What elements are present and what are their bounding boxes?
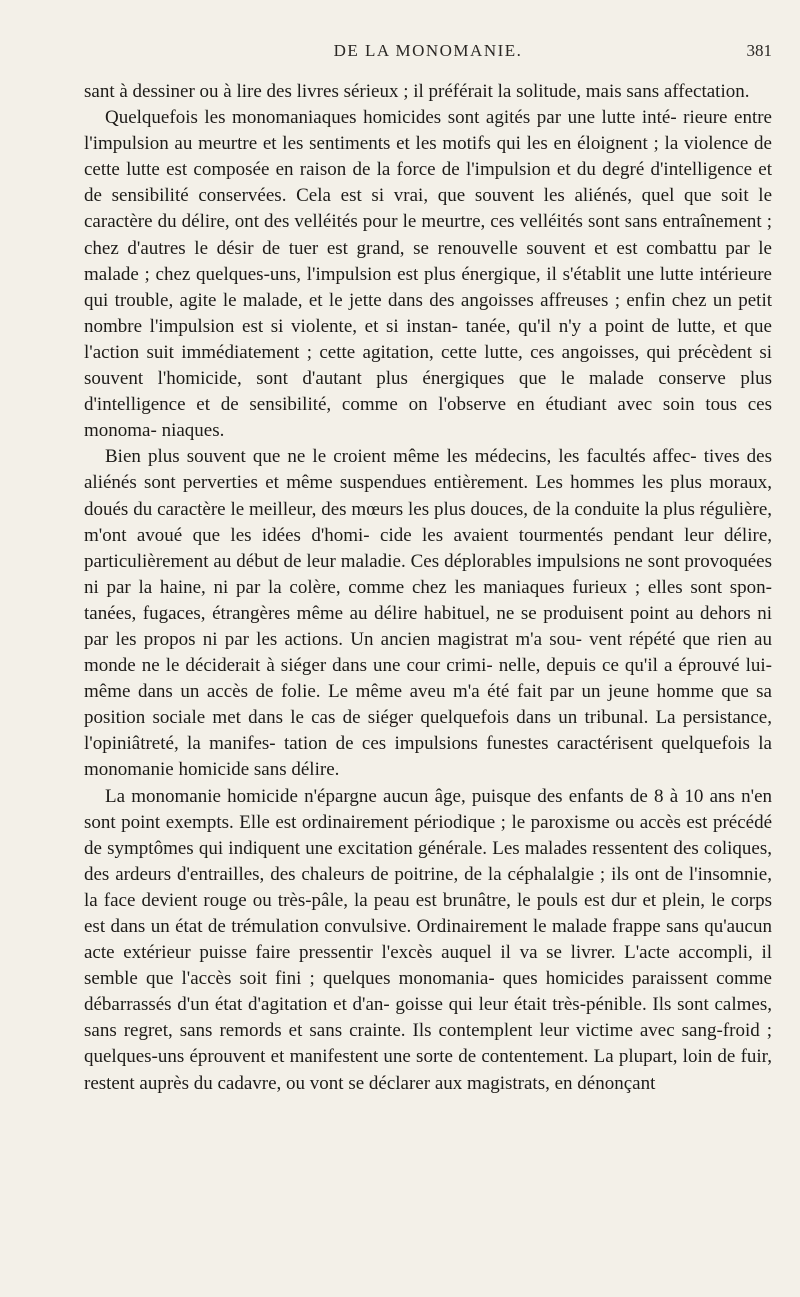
paragraph: La monomanie homicide n'épargne aucun âge, puisque des enfants de 8 à 10 ans n'en sont point exempts. Elle est ordinairement périodique ; le paroxisme ou accès est précédé de symptômes qui indiquent une excitation générale. Les malades ressentent des coliques, des ardeurs d'entrailles, des chaleurs de poitrine, de la céphalalgie ; ils ont de l'insomnie, la face devient rouge ou très-pâle, la peau est brunâtre, le pouls est dur et plein, le corps est dans un état de trémulation convulsive. Ordinairement le malade frappe sans qu'aucun acte extérieur puisse faire pressentir l'excès auquel il va se livrer. L'acte accompli, il semble que l'accès soit fini ; quelques monomania- ques homicides paraissent comme débarrassés d'un état d'agitation et d'an- goisse qui leur était très-pénible. Ils sont calmes, sans regret, sans remords et sans crainte. Ils contemplent leur victime avec sang-froid ; quelques-uns éprouvent et manifestent une sorte de contentement. La plupart, loin de fuir, restent auprès du cadavre, ou vont se déclarer aux magistrats, en dénonçant bbox=[84, 785, 772, 1094]
running-title: DE LA MONOMANIE. bbox=[333, 41, 523, 60]
body-text bbox=[84, 79, 772, 1097]
paragraph: Bien plus souvent que ne le croient même les médecins, les facultés affec- tives des aliénés sont perverties et même suspendues entièrement. Les hommes les plus moraux, doués du caractère le meilleur, des mœurs les plus douces, de la conduite la plus régulière, m'ont avoué que les idées d'homi- cide les avaient tourmentés pendant leur délire, particulièrement au début de leur maladie. Ces déplorables impulsions ne sont provoquées ni par la haine, ni par la colère, comme chez les maniaques furieux ; elles sont spon- tanées, fugaces, étrangères même au délire habituel, ne se produisent point au dehors ni par les propos ni par les actions. Un ancien magistrat m'a sou- vent répété que rien au monde ne le déciderait à siéger dans une cour crimi- nelle, depuis ce qu'il a éprouvé lui-même dans un accès de folie. Le même aveu m'a été fait par un jeune homme que sa position sociale met dans le cas de siéger quelquefois dans un tribunal. La persistance, l'opiniâtreté, la manifes- tation de ces impulsions funestes caractérisent quelquefois la monomanie homicide sans délire. bbox=[84, 446, 772, 781]
paragraph: Quelquefois les monomaniaques homicides sont agités par une lutte inté- rieure entre l'impulsion au meurtre et les sentiments et les motifs qui les en éloignent ; la violence de cette lutte est composée en raison de la force de l'impulsion et du degré d'intelligence et de sensibilité conservées. Cela est si vrai, que souvent les aliénés, quel que soit le caractère du délire, ont des velléités pour le meurtre, ces velléités sont sans entraînement ; chez d'autres le désir de tuer est grand, se renouvelle souvent et est combattu par le malade ; chez quelques-uns, l'impulsion est plus énergique, il s'établit une lutte intérieure qui trouble, agite le malade, et le jette dans des angoisses affreuses ; enfin chez un petit nombre l'impulsion est si violente, et si instan- tanée, qu'il n'y a point de lutte, et que l'action suit immédiatement ; cette agitation, cette lutte, ces angoisses, qui précèdent si souvent l'homicide, sont d'autant plus énergiques que le malade conserve plus d'intelligence et de sensibilité, comme on l'observe en étudiant avec soin tous ces monoma- niaques. bbox=[84, 107, 772, 442]
page-number: 381 bbox=[746, 41, 772, 60]
page-header bbox=[84, 41, 772, 71]
paragraph-continuation: sant à dessiner ou à lire des livres sérieux ; il préférait la solitude, mais sans affectation. bbox=[84, 81, 750, 102]
